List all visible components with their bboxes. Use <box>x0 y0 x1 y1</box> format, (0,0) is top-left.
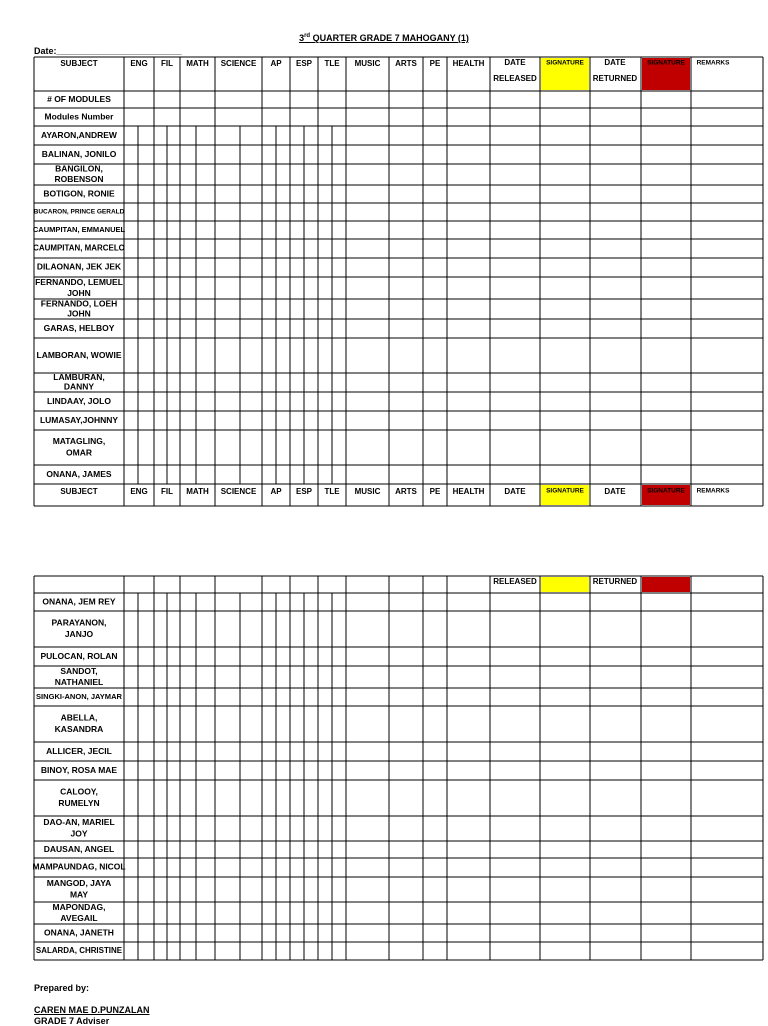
date-returned-header: DATE <box>604 58 626 68</box>
student-name: PARAYANON, <box>51 617 107 628</box>
remarks-header: REMARKS <box>696 59 730 67</box>
student-name: ROBENSON <box>54 174 104 184</box>
signature-cell-yellow <box>541 577 589 592</box>
subject-header: SUBJECT <box>60 59 98 69</box>
student-name: FERNANDO, LOEH <box>40 298 118 309</box>
student-name: CAUMPITAN, EMMANUEL <box>32 224 126 234</box>
student-name: SALARDA, CHRISTINE <box>35 946 123 956</box>
document-title: 3rd QUARTER GRADE 7 MAHOGANY (1) <box>299 33 469 43</box>
subject-col-header: MATH <box>186 59 209 69</box>
student-name: JOHN <box>67 287 91 298</box>
student-name: BUCARON, PRINCE GERALD <box>33 208 125 216</box>
student-name: MATAGLING, <box>52 436 106 446</box>
subject-col-header: FIL <box>161 487 173 497</box>
subject-col-header: ENG <box>130 59 148 69</box>
subject-col-header: PE <box>429 487 441 497</box>
subject-col-header: ESP <box>295 487 313 497</box>
student-name: DAUSAN, ANGEL <box>43 843 115 854</box>
student-name: JOY <box>70 828 88 839</box>
subject-col-header: MUSIC <box>354 487 381 497</box>
subject-col-header: AP <box>270 59 282 69</box>
student-name: BALINAN, JONILO <box>41 148 117 159</box>
subject-header: SUBJECT <box>60 487 98 497</box>
student-name: MAY <box>69 889 89 900</box>
date-released-header: RELEASED <box>493 577 537 587</box>
subject-col-header: TLE <box>324 59 340 69</box>
date-released-header: RELEASED <box>493 74 537 84</box>
subject-col-header: ARTS <box>395 487 417 497</box>
student-name: ALLICER, JECIL <box>46 745 112 756</box>
signature-header: SIGNATURE <box>647 59 685 67</box>
student-name: LAMBURAN, <box>53 372 105 382</box>
date-returned-header: RETURNED <box>592 577 638 587</box>
student-name: LAMBORAN, WOWIE <box>36 349 122 360</box>
subject-col-header: HEALTH <box>452 487 485 497</box>
student-name: LUMASAY,JOHNNY <box>39 414 119 425</box>
subject-col-header: ARTS <box>395 59 417 69</box>
signature-header: SIGNATURE <box>546 487 584 495</box>
subject-col-header: ENG <box>130 487 148 497</box>
student-name: GARAS, HELBOY <box>43 322 115 333</box>
date-released-header: DATE <box>504 487 526 497</box>
student-name: MAPONDAG, <box>52 901 106 912</box>
date-released-header: DATE <box>504 58 526 68</box>
subject-col-header: ESP <box>295 59 313 69</box>
student-name: KASANDRA <box>54 724 104 734</box>
date-field-label: Date:_________________________ <box>34 46 182 56</box>
subject-col-header: TLE <box>324 487 340 497</box>
student-name: DANNY <box>63 381 95 392</box>
subject-col-header: AP <box>270 487 282 497</box>
student-name: JANJO <box>64 629 94 639</box>
subject-col-header: SCIENCE <box>220 59 257 69</box>
student-name: OMAR <box>66 447 92 458</box>
subject-col-header: PE <box>429 59 441 69</box>
student-name: MAMPAUNDAG, NICOL <box>32 861 126 872</box>
subject-col-header: SCIENCE <box>220 487 257 497</box>
signature-header: SIGNATURE <box>647 487 685 495</box>
student-name: PULOCAN, ROLAN <box>40 650 118 661</box>
student-name: CAUMPITAN, MARCELO <box>33 243 125 253</box>
remarks-header: REMARKS <box>696 487 730 495</box>
student-name: FERNANDO, LEMUEL <box>35 276 123 287</box>
student-name: AVEGAIL <box>60 912 98 923</box>
student-name: DILAONAN, JEK JEK <box>36 261 122 272</box>
student-name: ONANA, JANETH <box>44 927 114 938</box>
preparer-role: GRADE 7 Adviser <box>34 1016 110 1026</box>
student-name: RUMELYN <box>58 798 100 808</box>
preparer-name: CAREN MAE D.PUNZALAN <box>34 1005 150 1015</box>
student-name: ONANA, JEM REY <box>42 596 116 607</box>
student-name: MANGOD, JAYA <box>46 878 112 888</box>
student-name: ABELLA, <box>60 712 98 723</box>
signature-header: SIGNATURE <box>546 59 584 67</box>
subject-col-header: HEALTH <box>452 59 485 69</box>
student-name: LINDAAY, JOLO <box>47 395 111 406</box>
student-name: DAO-AN, MARIEL <box>43 817 115 827</box>
student-name: ONANA, JAMES <box>46 468 112 479</box>
student-name: NATHANIEL <box>54 676 104 687</box>
student-name: JOHN <box>67 308 91 319</box>
subject-col-header: MATH <box>186 487 209 497</box>
signature-cell-red <box>642 577 690 592</box>
date-returned-header: RETURNED <box>592 74 638 84</box>
meta-row-label: # OF MODULES <box>47 93 111 104</box>
student-name: AYARON,ANDREW <box>41 129 117 140</box>
prepared-by-label: Prepared by: <box>34 983 90 993</box>
meta-row-label: Modules Number <box>44 111 114 122</box>
student-name: SANDOT, <box>60 665 98 676</box>
student-name: BANGILON, <box>55 163 103 174</box>
student-name: SINGKI-ANON, JAYMAR <box>36 691 122 701</box>
student-name: BOTIGON, RONIE <box>43 188 115 199</box>
subject-col-header: MUSIC <box>354 59 381 69</box>
student-name: CALOOY, <box>60 786 98 797</box>
student-name: BINOY, ROSA MAE <box>40 764 118 775</box>
subject-col-header: FIL <box>161 59 173 69</box>
date-returned-header: DATE <box>604 487 626 497</box>
